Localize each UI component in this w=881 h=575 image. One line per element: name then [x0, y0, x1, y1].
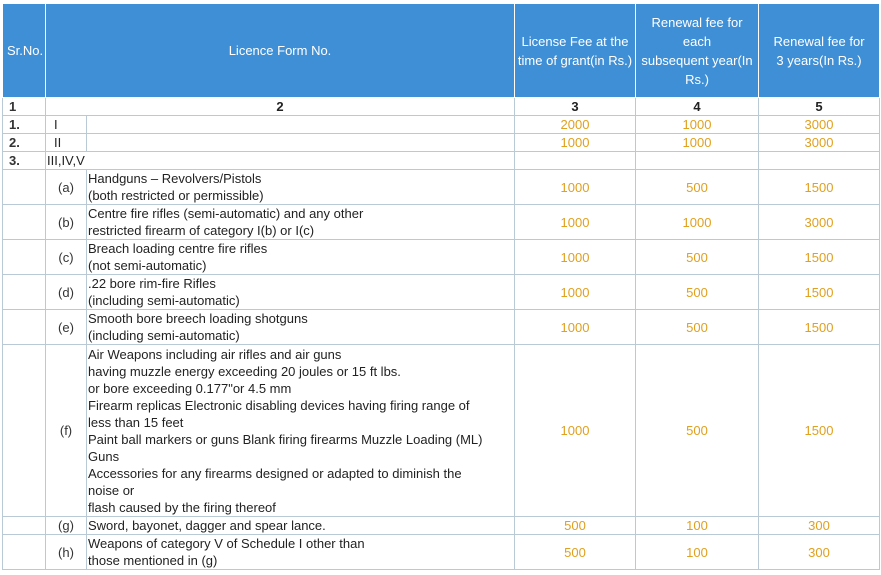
empty-cell — [3, 275, 46, 310]
renewal-each-cell: 100 — [636, 517, 759, 535]
sub-label: (b) — [46, 205, 87, 240]
renewal-3yr-cell: 1500 — [759, 170, 880, 205]
sub-row — [3, 205, 880, 240]
renewal-each-cell: 500 — [636, 275, 759, 310]
desc-line: Guns — [88, 448, 120, 464]
license-fee-cell: 1000 — [515, 240, 636, 275]
license-fee-cell: 1000 — [515, 275, 636, 310]
sub-label: (g) — [46, 517, 87, 535]
header-renewal-3yr-line: 3 years(In Rs.) — [776, 52, 862, 68]
empty-cell — [87, 134, 515, 152]
license-fee-cell: 2000 — [515, 116, 636, 134]
desc-line: (including semi-automatic) — [88, 293, 240, 308]
sub-label: (d) — [46, 275, 87, 310]
license-fee-cell: 1000 — [515, 345, 636, 517]
sub-description — [87, 535, 515, 570]
renewal-3yr-cell: 3000 — [759, 205, 880, 240]
renewal-each-cell: 100 — [636, 535, 759, 570]
desc-line: those mentioned in (g) — [88, 553, 218, 568]
license-fee-cell: 1000 — [515, 170, 636, 205]
sub-row — [3, 310, 880, 345]
sub-row — [3, 240, 880, 275]
renewal-3yr-cell: 3000 — [759, 134, 880, 152]
renewal-3yr-cell: 300 — [759, 535, 880, 570]
header-renewal-each-line: subsequent year(In — [641, 52, 753, 68]
table-row — [3, 152, 880, 170]
header-sr-no: Sr.No. — [3, 4, 46, 98]
form-cell: III,IV,V — [46, 152, 515, 170]
column-number-row — [3, 98, 880, 116]
sub-label: (c) — [46, 240, 87, 275]
empty-cell — [3, 310, 46, 345]
sub-description — [87, 170, 515, 205]
empty-cell — [3, 535, 46, 570]
header-renewal-each-line: each — [682, 33, 712, 49]
sub-description — [87, 205, 515, 240]
empty-cell — [515, 152, 636, 170]
sr-cell: 1. — [3, 116, 46, 134]
empty-cell — [3, 205, 46, 240]
empty-cell — [3, 517, 46, 535]
renewal-each-cell: 500 — [636, 170, 759, 205]
license-fee-cell: 500 — [515, 517, 636, 535]
table-row — [3, 134, 880, 152]
renewal-3yr-cell: 1500 — [759, 310, 880, 345]
empty-cell — [759, 152, 880, 170]
desc-line: Accessories for any firearms designed or adapted to diminish the — [88, 465, 462, 481]
desc-line: or bore exceeding 0.177"or 4.5 mm — [88, 380, 292, 396]
desc-line: noise or — [88, 482, 135, 498]
desc-line: Paint ball markers or guns Blank firing firearms Muzzle Loading (ML) — [88, 431, 483, 447]
sub-description — [87, 345, 515, 517]
form-cell: II — [46, 134, 87, 152]
desc-line: (including semi-automatic) — [88, 328, 240, 343]
desc-line: Handguns – Revolvers/Pistols — [88, 171, 262, 186]
renewal-each-cell: 1000 — [636, 134, 759, 152]
sub-description — [87, 517, 515, 535]
sub-label: (h) — [46, 535, 87, 570]
desc-line: Weapons of category V of Schedule I other than — [88, 536, 365, 551]
header-license-fee-line: License Fee at the — [521, 33, 629, 49]
desc-line: having muzzle energy exceeding 20 joules or 15 ft lbs. — [88, 363, 401, 379]
sub-description — [87, 275, 515, 310]
sr-cell: 2. — [3, 134, 46, 152]
header-license-fee — [515, 4, 636, 98]
renewal-each-cell: 500 — [636, 240, 759, 275]
header-license-fee-line: time of grant(in Rs.) — [517, 52, 633, 68]
colnum-4: 4 — [636, 98, 759, 116]
renewal-3yr-cell: 1500 — [759, 345, 880, 517]
sub-label: (f) — [46, 345, 87, 517]
empty-cell — [636, 152, 759, 170]
sub-description — [87, 240, 515, 275]
desc-line: restricted firearm of category I(b) or I(c) — [88, 223, 315, 238]
sub-row — [3, 170, 880, 205]
desc-line: less than 15 feet — [88, 414, 184, 430]
empty-cell — [3, 240, 46, 275]
empty-cell — [3, 345, 46, 517]
desc-line: Breach loading centre fire rifles — [88, 241, 268, 256]
desc-line: Air Weapons including air rifles and air guns — [88, 346, 342, 362]
empty-cell — [3, 170, 46, 205]
license-fee-cell: 1000 — [515, 205, 636, 240]
renewal-each-cell: 1000 — [636, 205, 759, 240]
sub-description — [87, 310, 515, 345]
sub-row — [3, 535, 880, 570]
renewal-3yr-cell: 300 — [759, 517, 880, 535]
desc-line: Centre fire rifles (semi-automatic) and any other — [88, 206, 364, 221]
sub-label: (a) — [46, 170, 87, 205]
desc-line: .22 bore rim-fire Rifles — [88, 276, 216, 291]
form-cell: I — [46, 116, 87, 134]
renewal-each-cell: 500 — [636, 310, 759, 345]
renewal-3yr-cell: 1500 — [759, 240, 880, 275]
renewal-each-cell: 500 — [636, 345, 759, 517]
license-fee-cell: 1000 — [515, 310, 636, 345]
header-renewal-each-line: Renewal fee for — [651, 14, 743, 30]
renewal-3yr-cell: 3000 — [759, 116, 880, 134]
desc-line: (both restricted or permissible) — [88, 188, 264, 203]
sub-row — [3, 345, 880, 517]
renewal-each-cell: 1000 — [636, 116, 759, 134]
header-renewal-3yr-line: Renewal fee for — [773, 33, 865, 49]
header-renewal-each-line: Rs.) — [685, 71, 709, 87]
header-row — [3, 4, 880, 98]
colnum-5: 5 — [759, 98, 880, 116]
sub-row — [3, 275, 880, 310]
desc-line: Smooth bore breech loading shotguns — [88, 311, 308, 326]
header-renewal-each — [636, 4, 759, 98]
sub-label: (e) — [46, 310, 87, 345]
colnum-2: 2 — [46, 98, 515, 116]
license-fee-cell: 500 — [515, 535, 636, 570]
table-row — [3, 116, 880, 134]
renewal-3yr-cell: 1500 — [759, 275, 880, 310]
desc-line: flash caused by the firing thereof — [88, 499, 276, 515]
header-renewal-3yr — [759, 4, 880, 98]
desc-line: (not semi-automatic) — [88, 258, 207, 273]
colnum-3: 3 — [515, 98, 636, 116]
header-form-no: Licence Form No. — [46, 4, 515, 98]
empty-cell — [87, 116, 515, 134]
desc-line: Firearm replicas Electronic disabling devices having firing range of — [88, 397, 470, 413]
desc-line: Sword, bayonet, dagger and spear lance. — [88, 518, 326, 533]
sr-cell: 3. — [3, 152, 46, 170]
license-fee-cell: 1000 — [515, 134, 636, 152]
sub-row — [3, 517, 880, 535]
colnum-1: 1 — [3, 98, 46, 116]
fee-table — [2, 3, 880, 570]
